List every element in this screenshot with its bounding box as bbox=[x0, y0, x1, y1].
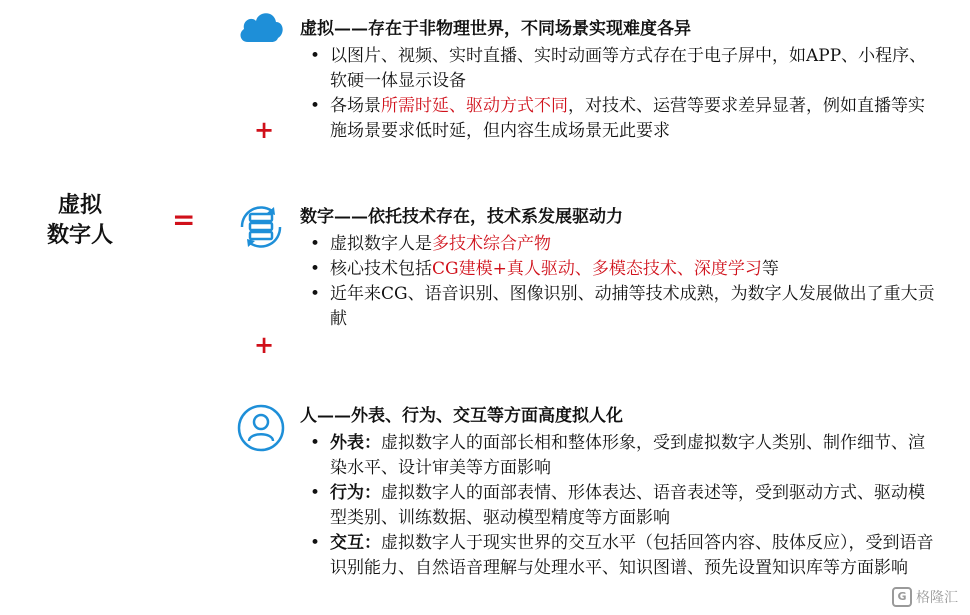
section-human bbox=[300, 403, 940, 581]
list-item bbox=[300, 232, 940, 257]
bullet-list bbox=[300, 232, 940, 332]
plus-sign-2: + bbox=[254, 330, 275, 359]
bullet-text: 等 bbox=[761, 259, 779, 279]
watermark bbox=[892, 587, 958, 607]
highlight-text: 所需时延、驱动方式不同 bbox=[381, 96, 568, 116]
list-item bbox=[300, 531, 940, 581]
plus-sign-1: + bbox=[254, 115, 275, 144]
list-item bbox=[300, 257, 940, 282]
bullet-text: 虚拟数字人的面部长相和整体形象，受到虚拟数字人类别、制作细节、渲染水平、设计审美等方面影响 bbox=[330, 433, 925, 478]
bullet-text: 虚拟数字人的面部表情、形体表达、语音表述等，受到驱动方式、驱动模型类别、训练数据、驱动模型精度等方面影响 bbox=[330, 483, 925, 528]
bullet-label: 外表： bbox=[330, 433, 381, 453]
bullet-list bbox=[300, 44, 940, 144]
bullet-label: 交互： bbox=[330, 533, 381, 553]
section-heading: 数字——依托技术存在，技术系发展驱动力 bbox=[300, 207, 623, 227]
watermark-logo-icon: G bbox=[892, 587, 912, 607]
bullet-text: 近年来CG、语音识别、图像识别、动捕等技术成熟，为数字人发展做出了重大贡献 bbox=[330, 284, 935, 329]
list-item bbox=[300, 282, 940, 332]
highlight-text: 多技术综合产物 bbox=[432, 234, 551, 254]
equals-sign: = bbox=[172, 203, 196, 236]
bullet-text: 以图片、视频、实时直播、实时动画等方式存在于电子屏中，如APP、小程序、软硬一体显示设备 bbox=[330, 46, 927, 91]
bullet-text: 虚拟数字人于现实世界的交互水平（包括回答内容、肢体反应），受到语音识别能力、自然语音理解与处理水平、知识图谱、预先设置知识库等方面影响 bbox=[330, 533, 934, 578]
server-sync-icon bbox=[236, 202, 286, 252]
cloud-icon bbox=[236, 2, 286, 52]
list-item bbox=[300, 44, 940, 94]
list-item bbox=[300, 431, 940, 481]
list-item bbox=[300, 94, 940, 144]
bullet-text: 各场景 bbox=[330, 96, 381, 116]
highlight-text: CG建模+真人驱动、多模态技术、深度学习 bbox=[432, 259, 762, 279]
section-heading: 虚拟——存在于非物理世界，不同场景实现难度各异 bbox=[300, 19, 691, 39]
left-title-line2: 数字人 bbox=[46, 222, 113, 248]
bullet-text: ，对技术、运营等要求差异显著，例如直播等实施场景要求低时延，但内容生成场景无此要求 bbox=[330, 96, 925, 141]
left-title bbox=[40, 190, 120, 250]
person-icon bbox=[236, 403, 286, 453]
watermark-text: 格隆汇 bbox=[916, 590, 958, 606]
section-digital bbox=[300, 204, 940, 332]
section-virtual bbox=[300, 16, 940, 144]
bullet-text: 核心技术包括 bbox=[330, 259, 432, 279]
section-heading: 人——外表、行为、交互等方面高度拟人化 bbox=[300, 406, 623, 426]
bullet-label: 行为： bbox=[330, 483, 381, 503]
list-item bbox=[300, 481, 940, 531]
bullet-list bbox=[300, 431, 940, 581]
bullet-text: 虚拟数字人是 bbox=[330, 234, 432, 254]
left-title-line1: 虚拟 bbox=[57, 192, 102, 218]
